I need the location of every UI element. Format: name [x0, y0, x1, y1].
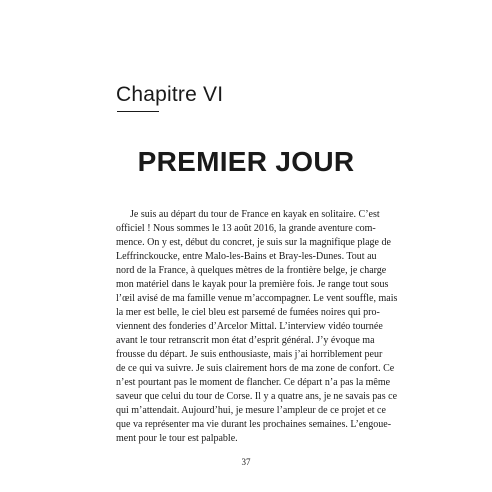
paragraph-line: l’œil avisé de ma famille venue m’accompagner. Le vent souffle, mais	[116, 293, 398, 304]
paragraph-line: ment pour le tour est palpable.	[116, 433, 238, 444]
chapter-title: PREMIER JOUR	[137, 146, 355, 177]
paragraph-line: que va représenter ma vie durant les prochaines semaines. L’engoue-	[116, 419, 392, 430]
chapter-underline-divider	[117, 111, 159, 112]
paragraph-line: la mer est belle, le ciel bleu est parsemé de fumées noires qui pro-	[116, 307, 380, 318]
paragraph-line: mence. On y est, début du concret, je suis sur la magnifique plage de	[116, 237, 391, 248]
body-paragraph	[116, 208, 398, 446]
page-number: 37	[241, 457, 251, 467]
paragraph-line: Je suis au départ du tour de France en kayak en solitaire. C’est	[130, 209, 380, 220]
paragraph-line: officiel ! Nous sommes le 13 août 2016, la grande aventure com-	[116, 223, 376, 234]
paragraph-line: mon matériel dans le kayak pour la première fois. Je range tout sous	[116, 279, 389, 290]
paragraph-line: viennent des fonderies d’Arcelor Mittal. L’interview vidéo tournée	[116, 321, 383, 332]
paragraph-line: de ce qui va suivre. Je suis clairement hors de ma zone de confort. Ce	[116, 363, 395, 374]
paragraph-line: n’est pourtant pas le moment de flancher. Ce départ n’a pas la même	[116, 377, 391, 388]
paragraph-line: Leffrinckoucke, entre Malo-les-Bains et Bray-les-Dunes. Tout au	[116, 251, 377, 262]
paragraph-line: saveur que celui du tour de Corse. Il y a quatre ans, je ne savais pas ce	[116, 391, 398, 402]
paragraph-line: nord de la France, à quelques mètres de la frontière belge, je charge	[116, 265, 387, 276]
paragraph-line: avant le tour retranscrit mon état d’esprit général. J’y évoque ma	[116, 335, 375, 346]
paragraph-line: qui m’attendait. Aujourd’hui, je mesure l’ampleur de ce projet et ce	[116, 405, 386, 416]
paragraph-line: frousse du départ. Je suis enthousiaste, mais j’ai horriblement peur	[116, 349, 383, 360]
chapter-label: Chapitre VI	[116, 83, 224, 106]
